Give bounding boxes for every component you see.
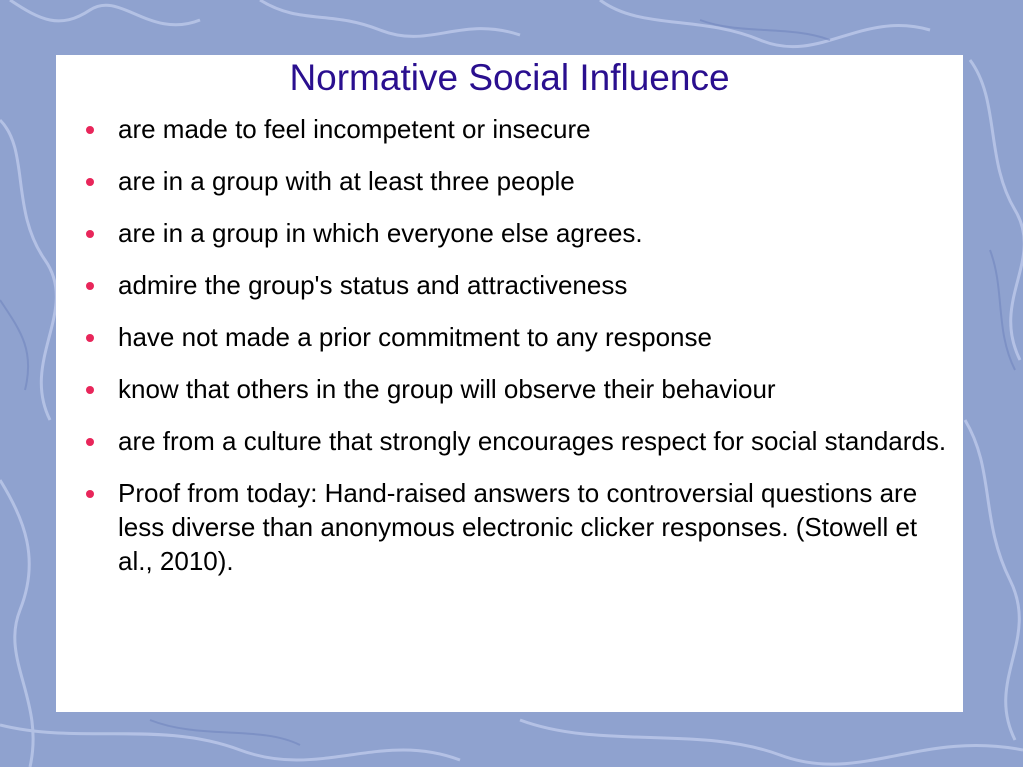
bullet-text: are in a group with at least three people xyxy=(118,166,575,196)
bullet-item xyxy=(86,112,956,146)
bullet-text: are made to feel incompetent or insecure xyxy=(118,114,591,144)
bullet-text: admire the group's status and attractiveness xyxy=(118,270,628,300)
bullet-dot-icon xyxy=(86,386,94,394)
bullet-text: are from a culture that strongly encourages respect for social standards. xyxy=(118,426,947,456)
bullet-item xyxy=(86,476,956,578)
bullet-item xyxy=(86,320,956,354)
bullet-dot-icon xyxy=(86,438,94,446)
slide-title: Normative Social Influence xyxy=(289,57,730,98)
bullet-text: Proof from today: Hand-raised answers to controversial questions are less diverse than anonymous electronic clicker responses. (Stowell et al., 2010). xyxy=(118,478,918,576)
bullet-item xyxy=(86,424,956,458)
bullet-list xyxy=(86,112,956,596)
bullet-item xyxy=(86,268,956,302)
bullet-dot-icon xyxy=(86,126,94,134)
bullet-dot-icon xyxy=(86,490,94,498)
bullet-text: have not made a prior commitment to any response xyxy=(118,322,712,352)
bullet-dot-icon xyxy=(86,334,94,342)
bullet-dot-icon xyxy=(86,178,94,186)
slide-content-panel xyxy=(56,55,963,712)
bullet-item xyxy=(86,372,956,406)
bullet-item xyxy=(86,216,956,250)
bullet-item xyxy=(86,164,956,198)
bullet-dot-icon xyxy=(86,230,94,238)
bullet-dot-icon xyxy=(86,282,94,290)
bullet-text: know that others in the group will observe their behaviour xyxy=(118,374,776,404)
bullet-text: are in a group in which everyone else agrees. xyxy=(118,218,643,248)
